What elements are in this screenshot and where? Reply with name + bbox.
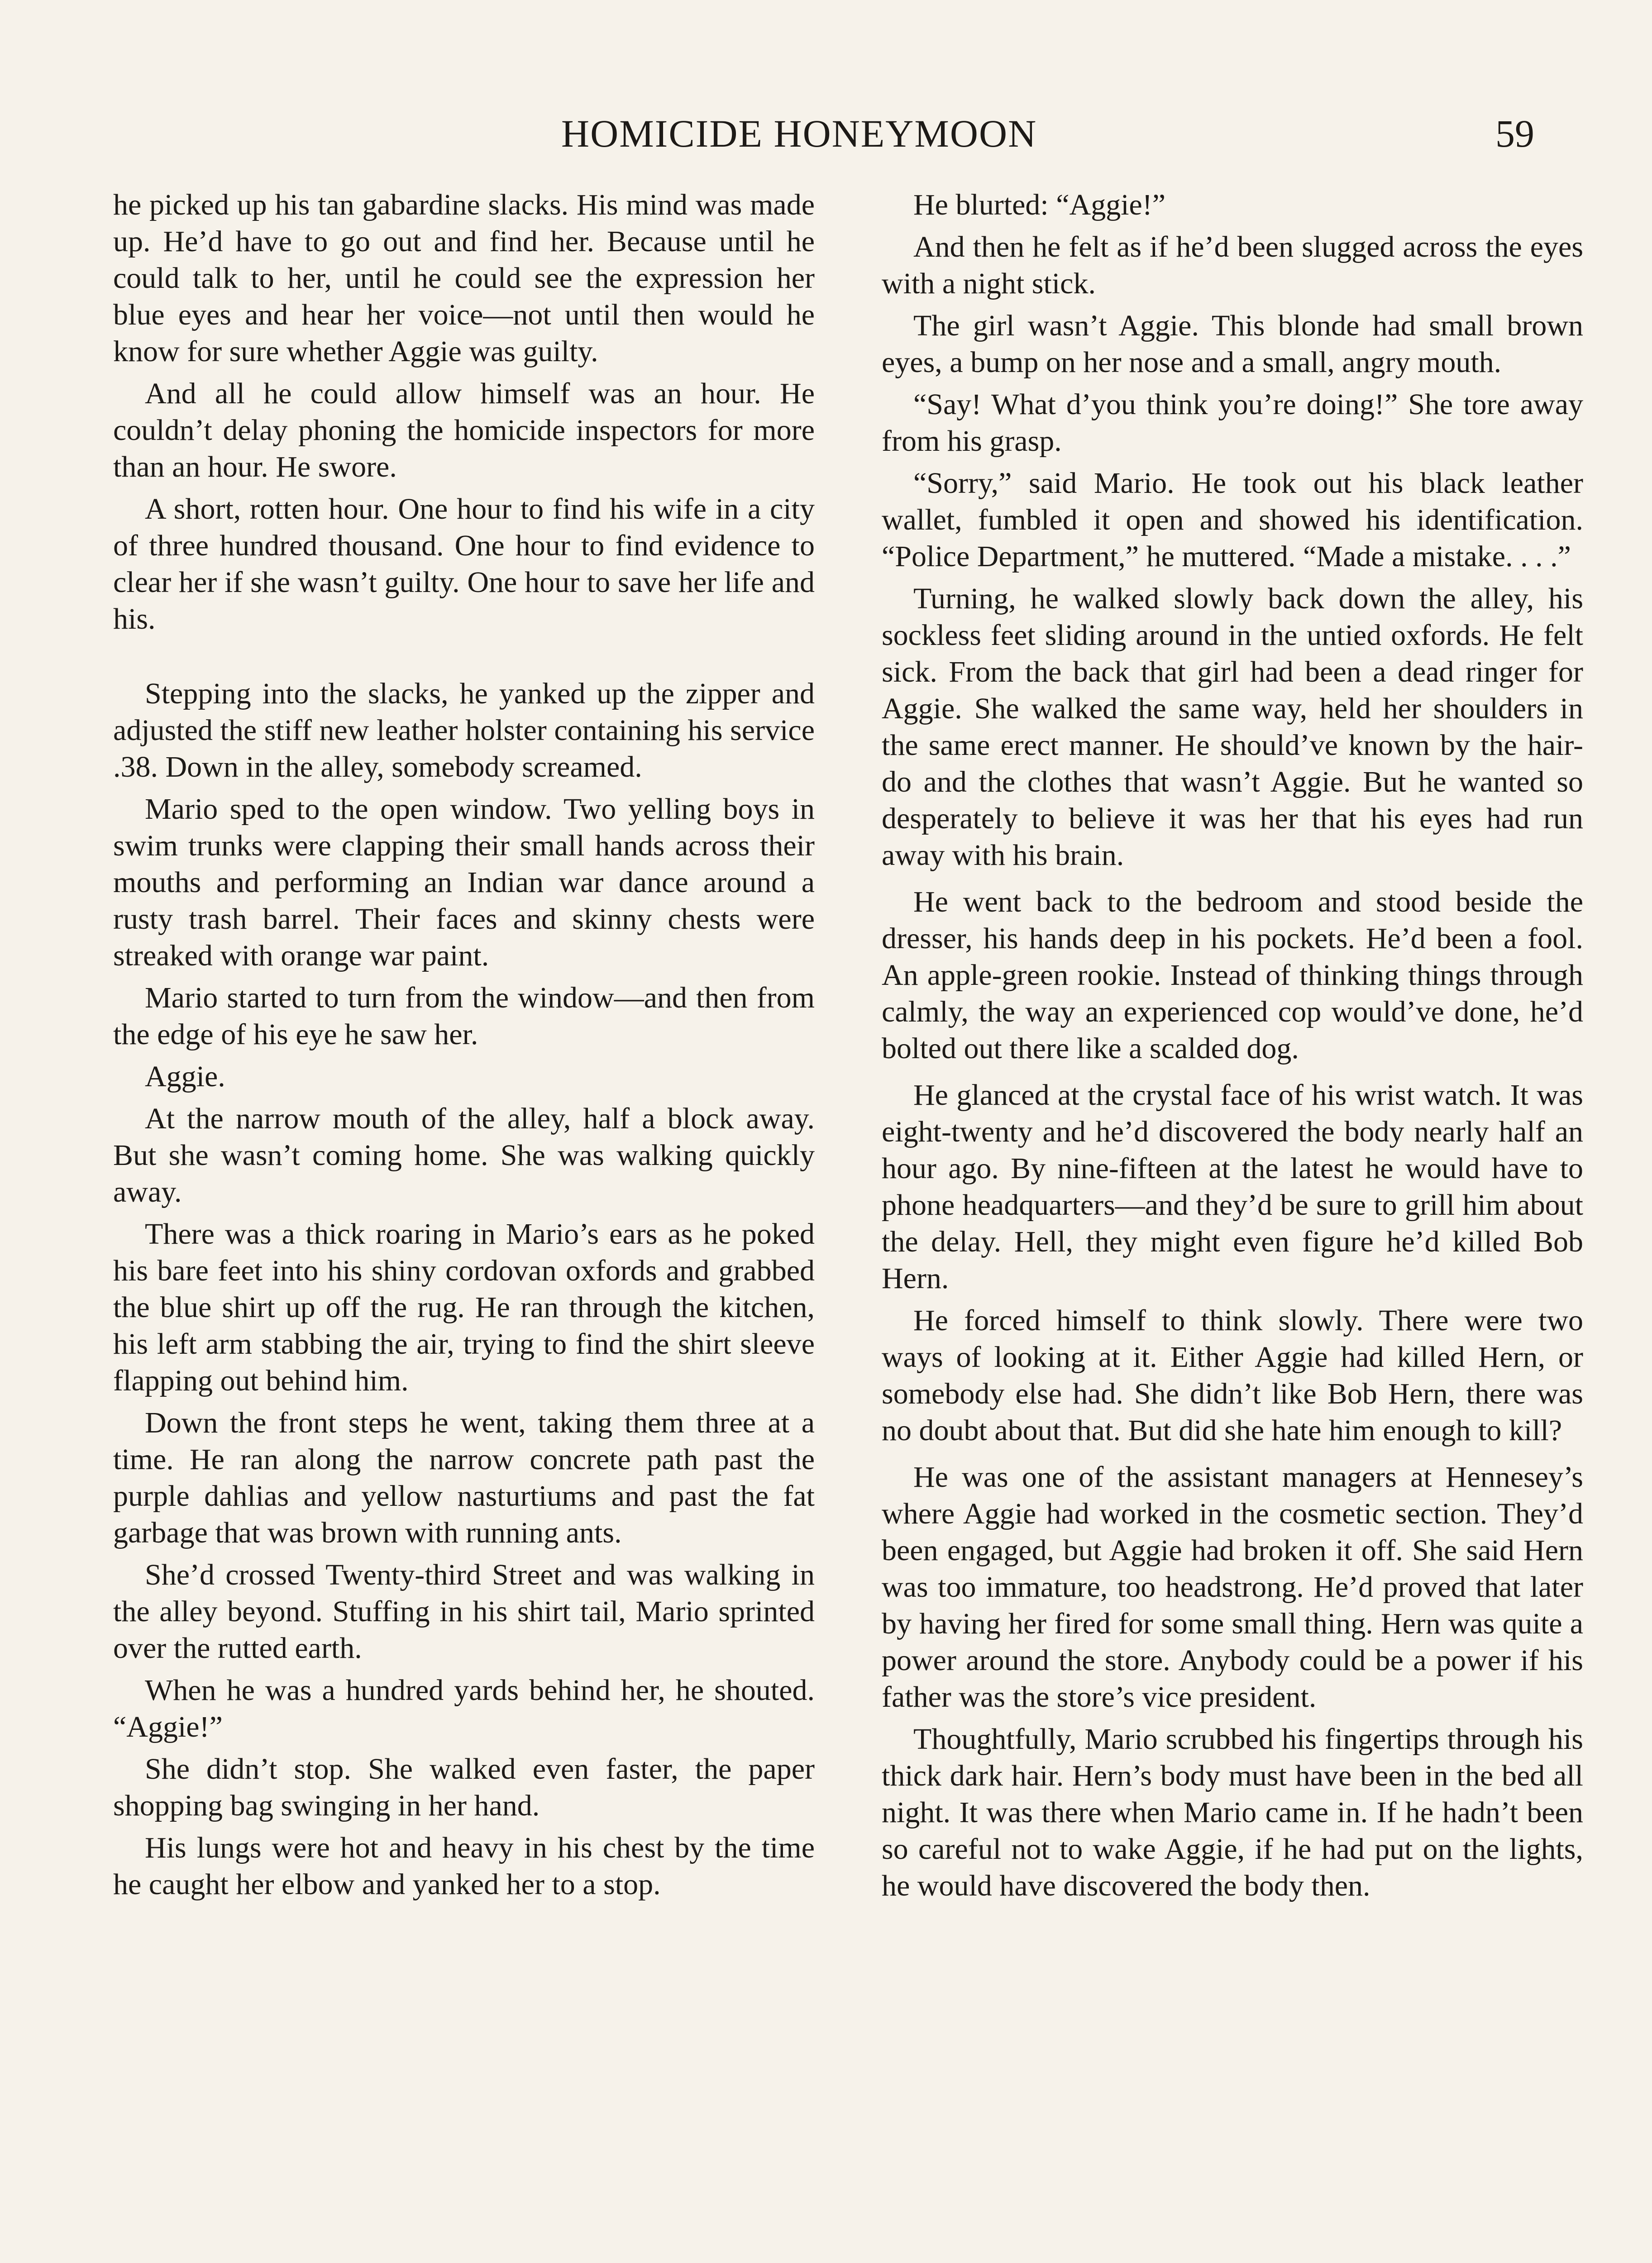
right-column (882, 186, 1583, 1910)
paragraph: His lungs were hot and heavy in his chest by the time he caught her elbow and yanked her to a stop. (113, 1831, 815, 1901)
paragraph: Thoughtfully, Mario scrubbed his fingertips through his thick dark hair. Hern’s body must have been in the bed all night. It was there when Mario came in. If he hadn’t been so careful not to wake Aggie, if he had put on the lights, he would have discovered the body then. (882, 1723, 1583, 1902)
paragraph: The girl wasn’t Aggie. This blonde had small brown eyes, a bump on her nose and a small, angry mouth. (882, 309, 1583, 379)
paragraph: When he was a hundred yards behind her, he shouted. “Aggie!” (113, 1674, 815, 1743)
paragraph: There was a thick roaring in Mario’s ears as he poked his bare feet into his shiny cordovan oxfords and grabbed the blue shirt up off the rug. He ran through the kitchen, his left arm stabbing the air, trying to find the shirt sleeve flapping out behind him. (113, 1217, 815, 1397)
paragraph: Mario sped to the open window. Two yelling boys in swim trunks were clapping their small hands across their mouths and performing an Indian war dance around a rusty trash barrel. Their faces and skinny chests were streaked with orange war paint. (113, 793, 815, 972)
paragraph: He blurted: “Aggie!” (913, 188, 1166, 221)
paragraph: “Say! What d’you think you’re doing!” She tore away from his grasp. (882, 388, 1583, 458)
paragraph: She didn’t stop. She walked even faster, the paper shopping bag swinging in her hand. (113, 1752, 815, 1822)
paragraph: he picked up his tan gabardine slacks. His mind was made up. He’d have to go out and find her. Because until he could talk to her, until he could see the expression her blue eyes and hear her voice—not until then would he know for sure whether Aggie was guilty. (113, 188, 815, 368)
paragraph: Mario started to turn from the window—and then from the edge of his eye he saw her. (113, 981, 815, 1051)
paragraph: And all he could allow himself was an hour. He couldn’t delay phoning the homicide inspectors for more than an hour. He swore. (113, 377, 815, 483)
paragraph: He was one of the assistant managers at Hennesey’s where Aggie had worked in the cosmetic section. They’d been engaged, but Aggie had broken it off. She said Hern was too immature, too headstrong. He’d proved that later by having her fired for some small thing. Hern was quite a power around the store. Anybody could be a power if his father was the store’s vice president. (882, 1461, 1583, 1714)
running-title: HOMICIDE HONEYMOON (561, 112, 1037, 155)
paragraph: He forced himself to think slowly. There were two ways of looking at it. Either Aggie had killed Hern, or somebody else had. She didn’t like Bob Hern, there was no doubt about that. But did she hate him enough to kill? (882, 1304, 1583, 1447)
paragraph: At the narrow mouth of the alley, half a block away. But she wasn’t coming home. She was walking quickly away. (113, 1102, 815, 1208)
page-number: 59 (1495, 112, 1534, 155)
paragraph: Turning, he walked slowly back down the alley, his sockless feet sliding around in the untied oxfords. He felt sick. From the back that girl had been a dead ringer for Aggie. She walked the same way, held her shoulders in the same erect manner. He should’ve known by the hair-do and the clothes that wasn’t Aggie. But he wanted so desperately to believe it was her that his eyes had run away with his brain. (882, 582, 1583, 872)
page-header (104, 106, 1534, 161)
paragraph: Down the front steps he went, taking them three at a time. He ran along the narrow concrete path past the purple dahlias and yellow nasturtiums and past the fat garbage that was brown with running ants. (113, 1406, 815, 1549)
paragraph: Stepping into the slacks, he yanked up the zipper and adjusted the stiff new leather holster containing his service .38. Down in the alley, somebody screamed. (113, 677, 815, 783)
paragraph: He went back to the bedroom and stood beside the dresser, his hands deep in his pockets. He’d been a fool. An apple-green rookie. Instead of thinking things through calmly, the way an experienced cop would’ve done, he’d bolted out there like a scalded dog. (882, 885, 1583, 1065)
paragraph: A short, rotten hour. One hour to find his wife in a city of three hundred thousand. One hour to find evidence to clear her if she wasn’t guilty. One hour to save her life and his. (113, 492, 815, 635)
left-column (113, 186, 815, 1908)
paragraph: He glanced at the crystal face of his wrist watch. It was eight-twenty and he’d discovered the body nearly half an hour ago. By nine-fifteen at the latest he would have to phone headquarters—and they’d be sure to grill him about the delay. Hell, they might even figure he’d killed Bob Hern. (882, 1079, 1583, 1295)
paragraph: And then he felt as if he’d been slugged across the eyes with a night stick. (882, 230, 1583, 300)
paragraph: Aggie. (145, 1060, 225, 1093)
paragraph: “Sorry,” said Mario. He took out his black leather wallet, fumbled it open and showed his identification. “Police Department,” he muttered. “Made a mistake. . . .” (882, 467, 1583, 573)
paragraph: She’d crossed Twenty-third Street and was walking in the alley beyond. Stuffing in his shirt tail, Mario sprinted over the rutted earth. (113, 1558, 815, 1665)
